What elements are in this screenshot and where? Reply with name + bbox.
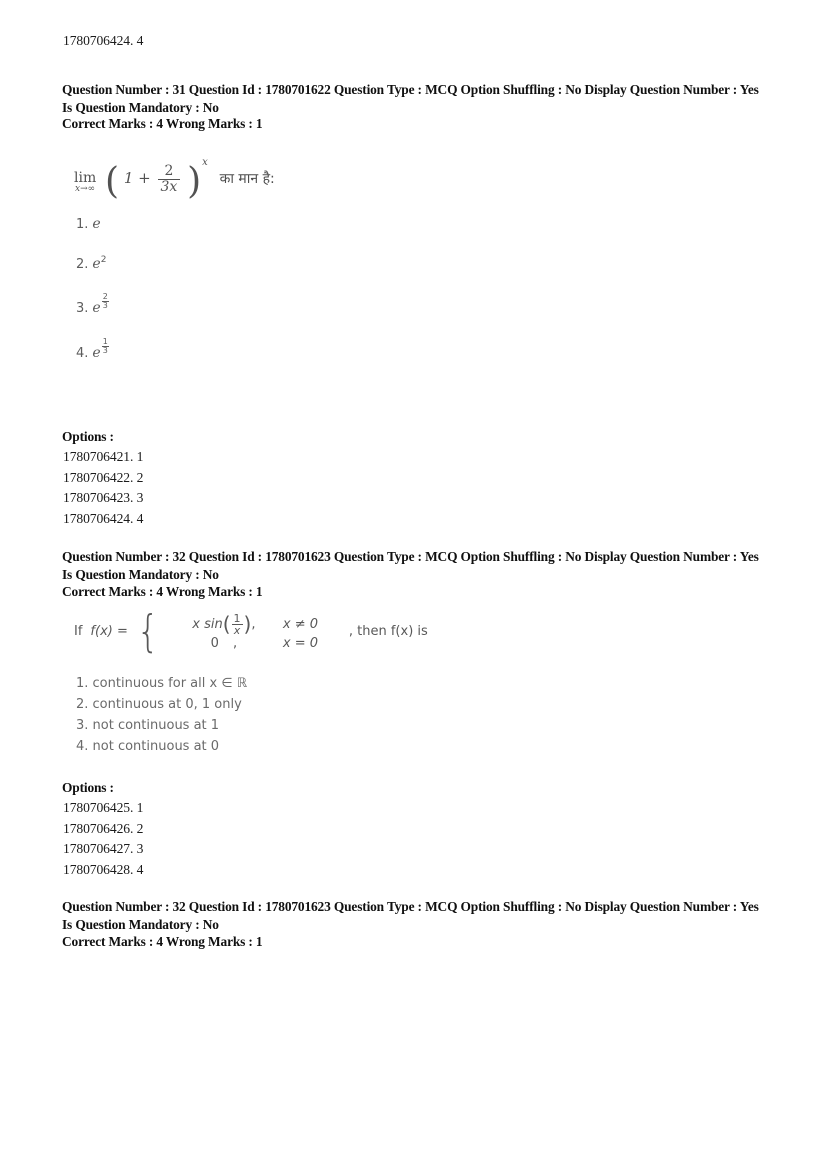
function-name: f(x) = — [90, 624, 128, 640]
piecewise-row-2 — [165, 636, 343, 651]
option-value: e — [92, 256, 101, 272]
row1-condition: x ≠ 0 — [282, 616, 318, 632]
option-label: 4. — [76, 346, 89, 361]
option-exponent-fraction — [102, 338, 109, 355]
q32-options-heading: Options : — [62, 780, 114, 795]
open-paren: ( — [105, 161, 120, 203]
piecewise-rows — [165, 613, 343, 651]
fraction-numerator: 1 — [233, 611, 241, 625]
fraction-2-3x — [158, 164, 181, 195]
q31-option-1 — [76, 216, 101, 232]
exponent-denominator: 3 — [102, 301, 108, 310]
q31-option-3 — [76, 293, 109, 316]
question-31-marks: Correct Marks : 4 Wrong Marks : 1 — [62, 116, 263, 131]
q32-option-2: 2. continuous at 0, 1 only — [76, 697, 242, 712]
option-label: 1. — [76, 217, 89, 232]
option-exponent: 2 — [100, 255, 107, 265]
row1-term: x sin — [192, 616, 223, 632]
row1-value: x sin ( $\frac{1}{x}$ ) , — [192, 611, 256, 637]
option-id-row: 1780706423. 3 — [63, 490, 144, 506]
option-id-row: 1780706427. 3 — [63, 841, 144, 857]
question-31-header-line1: Question Number : 31 Question Id : 1780701622 Question Type : MCQ Option Shuffling : No Display Question Number : Yes — [62, 82, 759, 97]
q31-option-2 — [76, 255, 106, 272]
row2-value — [165, 636, 283, 651]
row2-term: 0 — [210, 635, 219, 651]
q32-option-4: 4. not continuous at 0 — [76, 739, 220, 754]
question-33-header-line2: Is Question Mandatory : No — [62, 916, 219, 932]
option-id-row: 1780706421. 1 — [63, 449, 144, 464]
option-id-row: 1780706428. 4 — [63, 861, 144, 877]
fraction-denominator: 3x — [160, 178, 178, 195]
q32-math-expression — [74, 606, 428, 657]
q32-option-list — [76, 673, 247, 757]
fraction-numerator: 2 — [158, 164, 181, 180]
q31-option-id-list — [63, 447, 143, 529]
option-value: e — [92, 300, 101, 316]
stray-option-line: 1780706424. 4 — [63, 33, 144, 48]
row2-comma: , — [232, 635, 238, 651]
hindi-question-text: का मान है: — [219, 171, 275, 187]
question-32-header-line2: Is Question Mandatory : No — [62, 566, 219, 582]
q31-options-heading: Options : — [62, 429, 114, 444]
option-value: e — [92, 216, 101, 232]
q32-option-1: 1. continuous for all x ∈ ℝ — [76, 676, 248, 691]
option-label: 3. — [76, 301, 89, 316]
question-32-marks: Correct Marks : 4 Wrong Marks : 1 — [62, 584, 263, 599]
option-id-row: 1780706425. 1 — [63, 800, 144, 815]
limit-word: lim — [74, 170, 97, 187]
fraction-denominator: x — [233, 623, 241, 637]
piecewise-brace: { — [136, 606, 160, 657]
close-paren: ) — [187, 161, 202, 203]
exponent-denominator: 3 — [102, 346, 108, 355]
option-value: e — [92, 345, 101, 361]
option-id-row: 1780706422. 2 — [63, 469, 144, 485]
question-31-header-line2: Is Question Mandatory : No — [62, 99, 219, 115]
expression-start: 1 + — [123, 169, 151, 187]
fraction-1-x — [232, 613, 243, 636]
question-33-marks: Correct Marks : 4 Wrong Marks : 1 — [62, 934, 263, 949]
question-33-header — [62, 898, 778, 933]
q32-option-3: 3. not continuous at 1 — [76, 718, 220, 733]
question-32-header — [62, 548, 778, 583]
q31-option-4 — [76, 338, 109, 361]
q31-math-expression — [74, 157, 275, 203]
limit-operator — [74, 172, 96, 194]
option-exponent-fraction — [102, 293, 109, 310]
if-word: If — [74, 624, 83, 640]
question-32-header-line1: Question Number : 32 Question Id : 1780701623 Question Type : MCQ Option Shuffling : No Display Question Number : Yes — [62, 549, 759, 564]
exponent: x — [202, 157, 208, 168]
option-id-row: 1780706426. 2 — [63, 820, 144, 836]
question-33-header-line1: Question Number : 32 Question Id : 1780701623 Question Type : MCQ Option Shuffling : No Display Question Number : Yes — [62, 899, 759, 914]
option-id-row: 1780706424. 4 — [63, 510, 144, 526]
limit-subscript: x→∞ — [75, 184, 96, 195]
row1-comma: , — [251, 616, 256, 632]
exponent-numerator: 2 — [102, 292, 108, 301]
piecewise-row-1 — [165, 613, 343, 636]
option-label: 2. — [76, 257, 89, 272]
then-suffix: , then f(x) is — [348, 624, 428, 640]
row2-condition: x = 0 — [282, 635, 318, 651]
question-31-header — [62, 81, 778, 116]
exponent-numerator: 1 — [102, 337, 108, 346]
q32-option-id-list — [63, 798, 143, 880]
